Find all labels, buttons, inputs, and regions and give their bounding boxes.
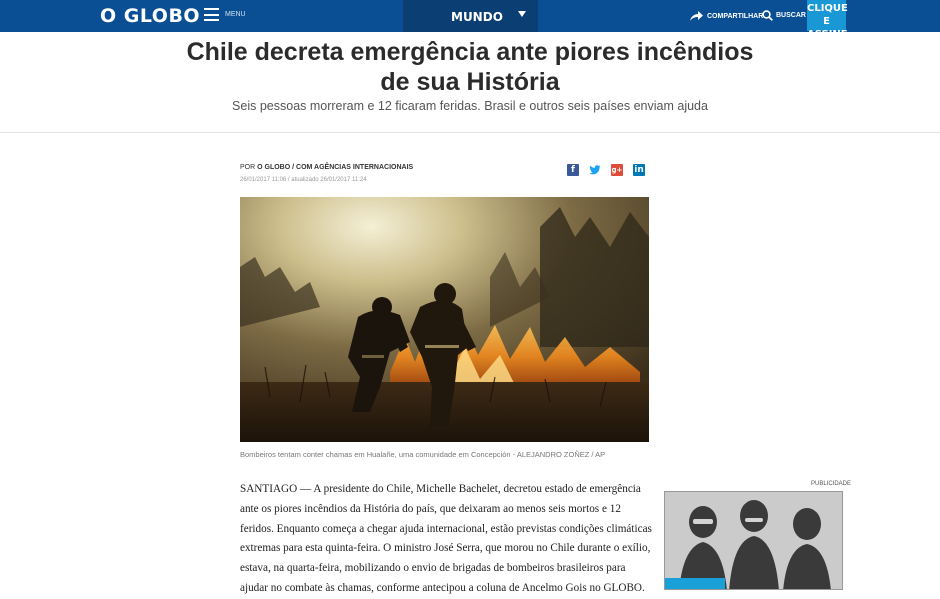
article-body: SANTIAGO — A presidente do Chile, Michelle Bachelet, decretou estado de emergência ante os piores incêndios da História do país, que deixaram ao menos seis mortos e 12 feridos. Enquanto começa a chegar ajuda internacional, estão previstas condições climáticas extremas para esta quinta-feira. O ministro José Serra, que morou no Chile durante o exílio, estava, na quarta-feira, mobilizando o envio de brigadas de bombeiros brasileiros para ajudar no combate às chamas, conforme antecipou a coluna de Ancelmo Gois no GLOBO.	[240, 483, 652, 594]
google-plus-icon[interactable]: g+	[611, 166, 623, 174]
facebook-icon[interactable]: f	[567, 164, 579, 176]
caption-text: Bombeiros tentam conter chamas em Hualañe, uma comunidade em Concepción -	[240, 450, 517, 459]
article-header	[0, 32, 940, 133]
menu-button[interactable]	[204, 8, 246, 21]
caret-down-icon	[518, 11, 526, 17]
byline-prefix: POR	[240, 164, 258, 171]
subscribe-line-1: CLIQUE E	[807, 3, 848, 27]
search-button[interactable]	[762, 10, 806, 21]
photo-credit: ALEJANDRO ZOÑEZ / AP	[516, 450, 606, 459]
search-icon	[762, 10, 773, 21]
article-photo	[240, 197, 649, 442]
top-navigation-bar	[0, 0, 940, 40]
photo-caption	[240, 450, 660, 459]
byline	[240, 164, 413, 171]
section-label: MUNDO	[451, 10, 503, 24]
article-dates: 26/01/2017 11:06 / atualizado 26/01/2017 11:24	[240, 177, 367, 183]
twitter-icon[interactable]	[589, 164, 601, 176]
share-button[interactable]	[689, 10, 763, 22]
subscribe-button[interactable]	[807, 0, 848, 40]
advertisement-banner[interactable]	[664, 491, 843, 590]
share-arrow-icon	[689, 10, 704, 22]
search-label: BUSCAR	[776, 12, 806, 19]
firefighters-photo-illustration	[240, 197, 649, 442]
subscribe-line-2: ASSINE	[807, 29, 848, 40]
hamburger-icon	[204, 8, 219, 21]
linkedin-icon[interactable]: in	[634, 165, 644, 175]
byline-author[interactable]: O GLOBO / COM AGÊNCIAS INTERNACIONAIS	[257, 164, 414, 171]
section-dropdown[interactable]	[403, 0, 538, 32]
site-logo[interactable]: O GLOBO	[100, 5, 201, 27]
article-title: Chile decreta emergência ante piores incêndios de sua História	[186, 38, 754, 96]
article-subtitle: Seis pessoas morreram e 12 ficaram feridas. Brasil e outros seis países enviam ajuda	[232, 99, 708, 113]
share-label: COMPARTILHAR	[707, 12, 764, 20]
menu-label: MENU	[225, 11, 246, 18]
ad-label: PUBLICIDADE	[811, 481, 852, 487]
social-share-bar	[567, 164, 655, 176]
ad-image	[665, 492, 843, 590]
